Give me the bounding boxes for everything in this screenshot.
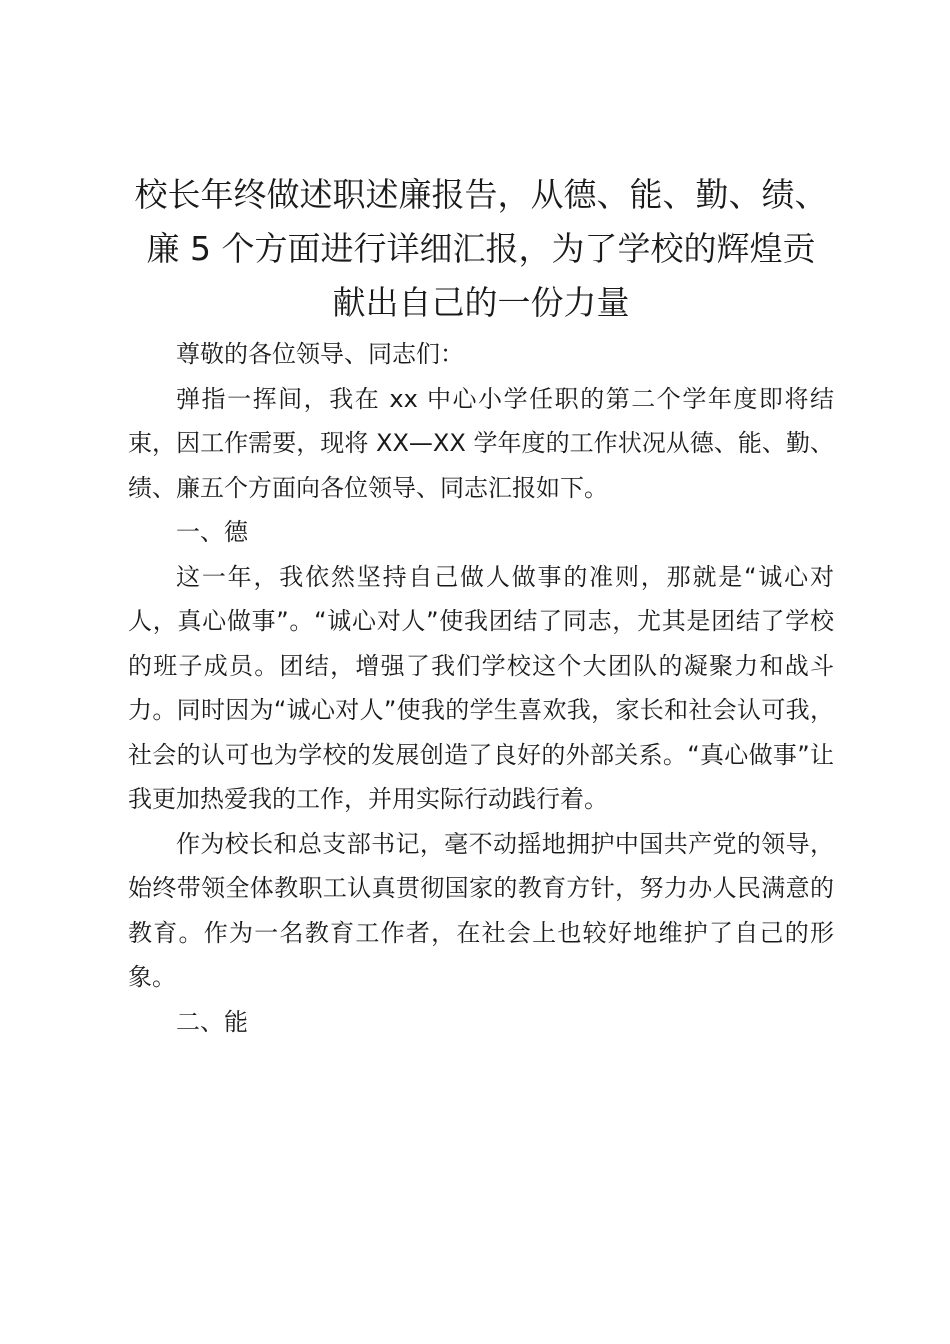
virtue-paragraph-1: 这一年，我依然坚持自己做人做事的准则，那就是“诚心对人，真心做事”。“诚心对人”使我团结了同志，尤其是团结了学校的班子成员。团结，增强了我们学校这个大团队的凝聚力和战斗力。同时因为“诚心对人”使我的学生喜欢我，家长和社会认可我，社会的认可也为学校的发展创造了良好的外部关系。“真心做事”让我更加热爱我的工作，并用实际行动践行着。 (128, 562, 834, 813)
title-line-2: 廉 5 个方面进行详细汇报，为了学校的辉煌贡 (146, 229, 816, 268)
document-title (128, 168, 834, 330)
document-page (128, 168, 834, 1044)
salutation: 尊敬的各位领导、同志们： (176, 340, 464, 368)
intro-paragraph: 弹指一挥间，我在 xx 中心小学任职的第二个学年度即将结束，因工作需要，现将 XX—XX 学年度的工作状况从德、能、勤、绩、廉五个方面向各位领导、同志汇报如下。 (128, 384, 834, 502)
title-line-3: 献出自己的一份力量 (332, 283, 630, 322)
section-heading-ability: 二、能 (176, 1007, 248, 1036)
section-heading-virtue: 一、德 (176, 518, 248, 546)
title-line-1: 校长年终做述职述廉报告，从德、能、勤、绩、 (134, 175, 828, 214)
virtue-paragraph-2: 作为校长和总支部书记，毫不动摇地拥护中国共产党的领导，始终带领全体教职工认真贯彻国家的教育方针，努力办人民满意的教育。作为一名教育工作者，在社会上也较好地维护了自己的形象。 (128, 829, 834, 991)
